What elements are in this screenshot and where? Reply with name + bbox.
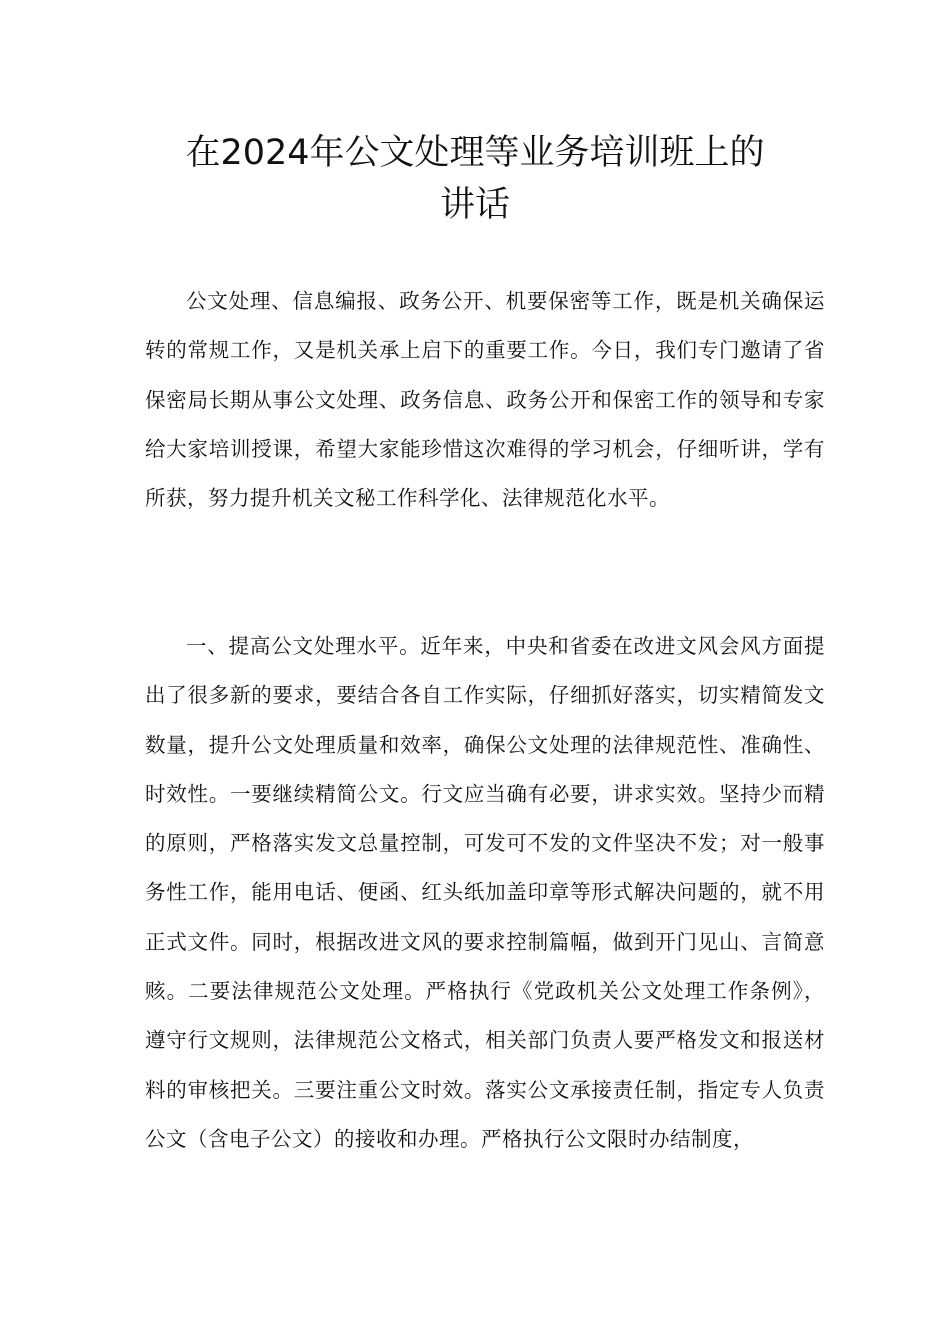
- paragraph-section-1: 一、提高公文处理水平。近年来，中央和省委在改进文风会风方面提出了很多新的要求，要结合各自工作实际，仔细抓好落实，切实精简发文数量，提升公文处理质量和效率，确保公文处理的法律规范性、准确性、时效性。一要继续精简公文。行文应当确有必要，讲求实效。坚持少而精的原则，严格落实发文总量控制，可发可不发的文件坚决不发；对一般事务性工作，能用电话、便函、红头纸加盖印章等形式解决问题的，就不用正式文件。同时，根据改进文风的要求控制篇幅，做到开门见山、言简意赅。二要法律规范公文处理。严格执行《党政机关公文处理工作条例》，遵守行文规则，法律规范公文格式，相关部门负责人要严格发文和报送材料的审核把关。三要注重公文时效。落实公文承接责任制，指定专人负责公文（含电子公文）的接收和办理。严格执行公文限时办结制度，: [145, 634, 825, 1151]
- document-title-line-2: 讲话: [439, 185, 510, 225]
- paragraph-intro: 公文处理、信息编报、政务公开、机要保密等工作，既是机关确保运转的常规工作，又是机关承上启下的重要工作。今日，我们专门邀请了省保密局长期从事公文处理、政务信息、政务公开和保密工作的领导和专家给大家培训授课，希望大家能珍惜这次难得的学习机会，仔细听讲，学有所获，努力提升机关文秘工作科学化、法律规范化水平。: [145, 289, 825, 511]
- document-title-line-1: 在2024年公文处理等业务培训班上的: [185, 133, 765, 173]
